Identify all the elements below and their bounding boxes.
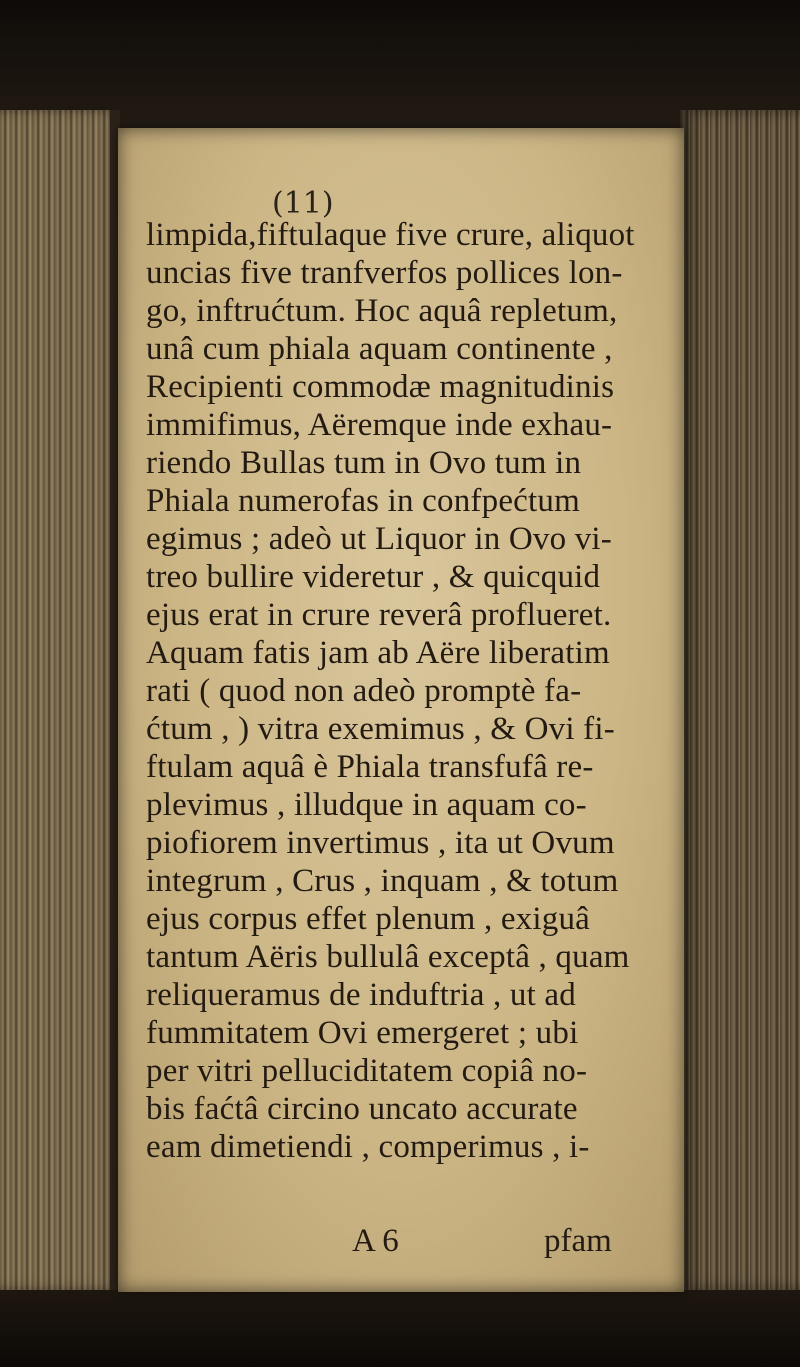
page-number: (11) [272,186,334,221]
catchword: pfam [544,1223,612,1259]
text-line: ejus erat in crure reverâ proflueret. [146,597,612,633]
footer-line [146,1222,666,1260]
text-line: immifimus, Aëremque inde exhau- [146,407,613,443]
book-page-edges-left [0,110,120,1290]
text-line: piofiorem invertimus , ita ut Ovum [146,825,615,861]
text-line: ftulam aquâ è Phiala transfufâ re- [146,749,594,785]
text-line: eam dimetiendi , comperimus , i- [146,1129,590,1165]
text-line: rati ( quod non adeò promptè fa- [146,673,582,709]
text-line: Phiala numerofas in confpećtum [146,483,580,519]
text-line: plevimus , illudque in aquam co- [146,787,587,823]
text-line: treo bullire videretur , & quicquid [146,559,601,595]
text-line: ćtum , ) vitra exemimus , & Ovi fi- [146,711,615,747]
text-line: fummitatem Ovi emergeret ; ubi [146,1015,579,1051]
text-line: ejus corpus effet plenum , exiguâ [146,901,591,937]
book-gutter-right [680,110,800,1290]
text-line: go, inftrućtum. Hoc aquâ repletum, [146,293,618,329]
text-line: bis faćtâ circino uncato accurate [146,1091,578,1127]
text-line: egimus ; adeò ut Liquor in Ovo vi- [146,521,612,557]
text-line: integrum , Crus , inquam , & totum [146,863,619,899]
text-line: per vitri pelluciditatem copiâ no- [146,1053,588,1089]
signature-mark: A 6 [352,1223,399,1259]
text-line: uncias five tranfverfos pollices lon- [146,255,623,291]
text-line: Aquam fatis jam ab Aëre liberatim [146,635,610,671]
scan-background-bottom [0,1290,800,1367]
body-text [146,216,666,1166]
text-line: Recipienti commodæ magnitudinis [146,369,615,405]
text-line: tantum Aëris bullulâ exceptâ , quam [146,939,630,975]
text-line: riendo Bullas tum in Ovo tum in [146,445,582,481]
text-line: reliqueramus de induftria , ut ad [146,977,576,1013]
text-line: limpida,fiftulaque five crure, aliquot [146,217,635,253]
text-line: unâ cum phiala aquam continente , [146,331,613,367]
